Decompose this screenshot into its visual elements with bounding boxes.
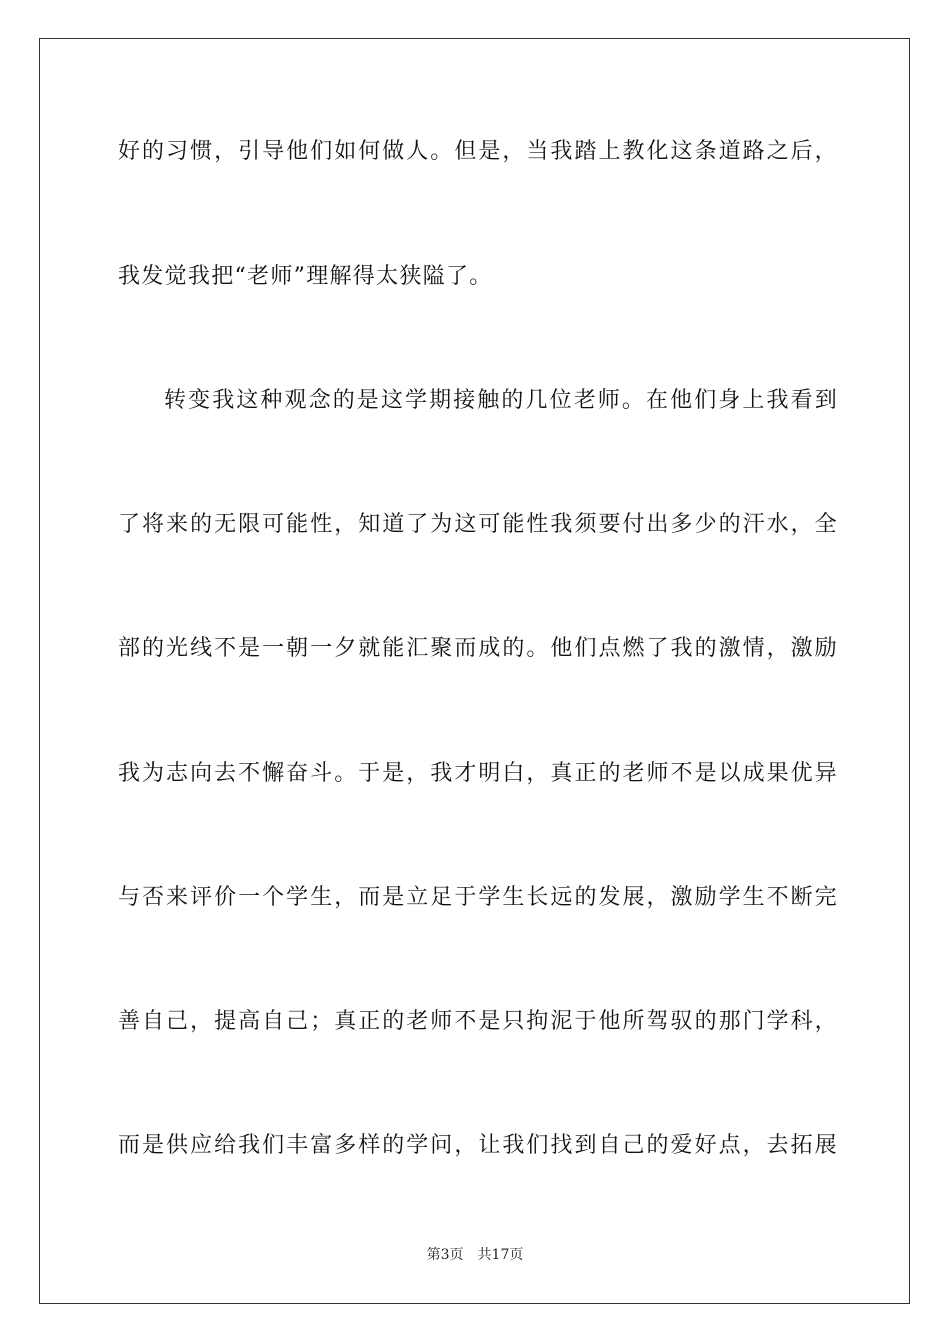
text-line-9: 而是供应给我们丰富多样的学问，让我们找到自己的爱好点，去拓展 <box>118 1133 838 1158</box>
text-line-1: 好的习惯，引导他们如何做人。但是，当我踏上教化这条道路之后， <box>118 139 838 164</box>
text-line-3: 转变我这种观念的是这学期接触的几位老师。在他们身上我看到 <box>164 388 838 413</box>
text-line-6: 我为志向去不懈奋斗。于是，我才明白，真正的老师不是以成果优异 <box>118 761 838 786</box>
text-line-2: 我发觉我把“老师”理解得太狭隘了。 <box>118 264 493 289</box>
page-border <box>39 38 910 1304</box>
page-footer <box>0 1246 950 1264</box>
text-line-4: 了将来的无限可能性，知道了为这可能性我须要付出多少的汗水，全 <box>118 512 838 537</box>
page-number: 第3页 <box>426 1247 464 1263</box>
text-line-5: 部的光线不是一朝一夕就能汇聚而成的。他们点燃了我的激情，激励 <box>118 636 838 661</box>
text-line-7: 与否来评价一个学生，而是立足于学生长远的发展，激励学生不断完 <box>118 885 838 910</box>
text-line-8: 善自己，提高自己；真正的老师不是只拘泥于他所驾驭的那门学科， <box>118 1009 838 1034</box>
page-total: 共17页 <box>477 1247 524 1263</box>
